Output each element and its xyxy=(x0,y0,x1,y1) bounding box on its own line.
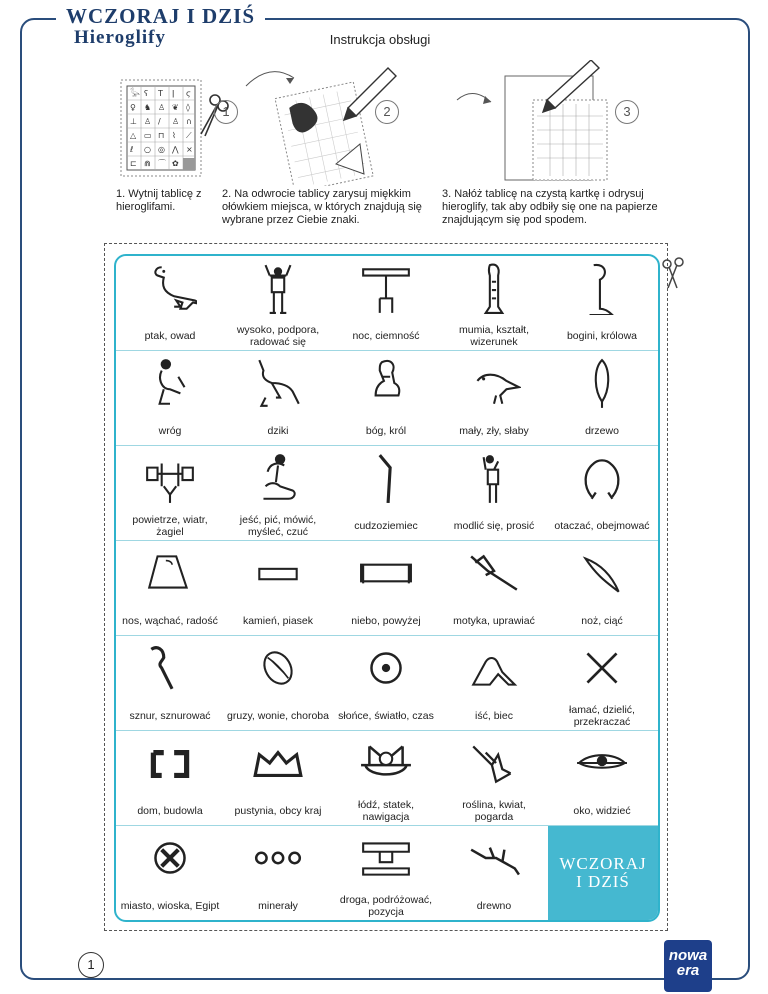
step3-number: 3 xyxy=(615,100,639,124)
hieroglyph-meaning: łódź, statek, nawigacja xyxy=(357,799,415,823)
hieroglyph-cell xyxy=(224,256,332,351)
hieroglyph-meaning: powietrze, wiatr, żagiel xyxy=(132,514,208,538)
hieroglyph-icon xyxy=(548,256,656,320)
step2-illustration xyxy=(240,56,440,186)
step2-number: 2 xyxy=(375,100,399,124)
hieroglyph-meaning: niebo, powyżej xyxy=(351,615,421,627)
hieroglyph-icon xyxy=(116,826,224,890)
hieroglyph-cell xyxy=(332,636,440,731)
svg-text:✿: ✿ xyxy=(172,159,179,168)
hieroglyph-meaning: dziki xyxy=(267,425,289,437)
hieroglyph-cell xyxy=(224,541,332,636)
hieroglyph-meaning: wysoko, podpora, radować się xyxy=(236,324,320,348)
hieroglyph-meaning: mumia, kształt, wizerunek xyxy=(458,324,529,348)
hieroglyph-cell xyxy=(116,731,224,826)
hieroglyph-icon xyxy=(548,636,656,700)
hieroglyph-icon xyxy=(440,826,548,890)
svg-text:◊: ◊ xyxy=(186,103,190,112)
step3-illustration xyxy=(455,60,635,185)
hieroglyph-icon xyxy=(224,731,332,795)
step1-text: 1. Wytnij tablicę z hieroglifami. xyxy=(116,188,202,213)
svg-text:⋒: ⋒ xyxy=(144,159,151,168)
hieroglyph-cell xyxy=(548,636,656,731)
svg-text:ℓ: ℓ xyxy=(130,145,134,154)
hieroglyph-meaning: sznur, sznurować xyxy=(129,710,211,722)
hieroglyph-meaning: słońce, światło, czas xyxy=(338,710,434,722)
hieroglyph-meaning: dom, budowla xyxy=(137,805,203,817)
svg-text:⌒: ⌒ xyxy=(158,159,166,168)
hieroglyph-icon xyxy=(116,731,224,795)
hieroglyph-icon xyxy=(332,636,440,700)
hieroglyph-cell xyxy=(440,446,548,541)
hieroglyph-meaning: noc, ciemność xyxy=(352,330,420,342)
svg-text:⟋: ⟋ xyxy=(186,131,192,140)
hieroglyph-meaning: jeść, pić, mówić, myśleć, czuć xyxy=(239,514,317,538)
hieroglyph-cell xyxy=(116,541,224,636)
scissors-icon xyxy=(660,256,688,290)
hieroglyph-meaning: bóg, król xyxy=(365,425,407,437)
step3-text: 3. Nałóż tablicę na czystą kartkę i odrysuj hieroglify, tak aby odbiły się one na papierze znajdującym się pod spodem. xyxy=(442,188,658,226)
svg-text:⌇: ⌇ xyxy=(172,131,176,140)
hieroglyph-cell xyxy=(440,731,548,826)
hieroglyph-icon xyxy=(116,636,224,700)
subtitle: Instrukcja obsługi xyxy=(329,32,431,47)
svg-text:❦: ❦ xyxy=(172,103,179,112)
svg-text:▭: ▭ xyxy=(144,131,152,140)
hieroglyph-cell xyxy=(116,351,224,446)
svg-text:△: △ xyxy=(130,131,137,140)
hieroglyph-icon xyxy=(332,826,440,890)
hieroglyph-icon xyxy=(332,351,440,415)
step2-text: 2. Na odwrocie tablicy zarysuj miękkim ołówkiem miejsca, w których znajdują się wybrane przez Ciebie znaki. xyxy=(222,188,422,226)
step1-illustration xyxy=(115,72,255,182)
svg-text:♙: ♙ xyxy=(158,103,166,112)
hieroglyph-cell xyxy=(332,731,440,826)
hieroglyph-cell xyxy=(440,636,548,731)
hieroglyph-cell xyxy=(332,826,440,921)
hieroglyph-icon xyxy=(224,256,332,320)
page-number: 1 xyxy=(78,952,104,978)
hieroglyph-cell xyxy=(548,731,656,826)
hieroglyph-icon xyxy=(224,446,332,510)
svg-text:ϛ: ϛ xyxy=(186,89,191,98)
hieroglyph-icon xyxy=(332,541,440,605)
hieroglyph-icon xyxy=(440,351,548,415)
step1-number: 1 xyxy=(214,100,238,124)
publisher-logo: nowa era xyxy=(664,940,712,992)
hieroglyph-cell xyxy=(440,826,548,921)
series-name: WCZORAJ I DZIŚ xyxy=(66,4,256,28)
hieroglyph-meaning: cudzoziemiec xyxy=(354,520,418,532)
svg-text:T: T xyxy=(158,89,163,98)
hieroglyph-meaning: bogini, królowa xyxy=(566,330,638,342)
hieroglyph-meaning: łamać, dzielić, przekraczać xyxy=(569,704,635,728)
hieroglyph-icon xyxy=(548,731,656,795)
hieroglyph-meaning: kamień, piasek xyxy=(242,615,314,627)
hieroglyph-icon xyxy=(440,541,548,605)
hieroglyph-icon xyxy=(116,351,224,415)
svg-text:⊏: ⊏ xyxy=(130,159,137,168)
hieroglyph-cell xyxy=(440,351,548,446)
svg-text:ʕ: ʕ xyxy=(144,89,149,98)
hieroglyph-icon xyxy=(440,636,548,700)
hieroglyph-cell xyxy=(116,256,224,351)
svg-text:/: / xyxy=(158,117,161,126)
page-title: Hieroglify xyxy=(74,27,166,48)
hieroglyph-cell xyxy=(116,636,224,731)
hieroglyph-cell xyxy=(548,541,656,636)
hieroglyph-icon xyxy=(224,541,332,605)
svg-text:⊥: ⊥ xyxy=(130,117,137,126)
hieroglyph-icon xyxy=(116,446,224,510)
hieroglyph-meaning: motyka, uprawiać xyxy=(453,615,535,627)
hieroglyph-icon xyxy=(548,351,656,415)
hieroglyph-cell xyxy=(332,256,440,351)
hieroglyph-table xyxy=(114,254,660,922)
hieroglyph-icon xyxy=(332,256,440,320)
svg-text:○: ○ xyxy=(144,145,151,154)
hieroglyph-meaning: ptak, owad xyxy=(144,330,196,342)
hieroglyph-meaning: wróg xyxy=(158,425,182,437)
svg-text:×: × xyxy=(186,145,193,154)
hieroglyph-icon xyxy=(116,541,224,605)
hieroglyph-meaning: drzewo xyxy=(585,425,619,437)
hieroglyph-cell xyxy=(440,256,548,351)
hieroglyph-cell xyxy=(548,446,656,541)
svg-text:♀: ♀ xyxy=(130,103,136,112)
hieroglyph-meaning: nos, wąchać, radość xyxy=(122,615,218,627)
hieroglyph-meaning: miasto, wioska, Egipt xyxy=(120,900,220,912)
hieroglyph-meaning: droga, podróżować, pozycja xyxy=(339,894,433,918)
hieroglyph-meaning: modlić się, prosić xyxy=(453,520,535,532)
hieroglyph-cell xyxy=(116,826,224,921)
hieroglyph-icon xyxy=(332,731,440,795)
hieroglyph-meaning: otaczać, obejmować xyxy=(554,520,650,532)
hieroglyph-meaning: gruzy, wonie, choroba xyxy=(227,710,329,722)
hieroglyph-meaning: pustynia, obcy kraj xyxy=(234,805,322,817)
hieroglyph-cell xyxy=(332,351,440,446)
hieroglyph-icon xyxy=(224,826,332,890)
hieroglyph-cell xyxy=(224,826,332,921)
hieroglyph-cell xyxy=(224,731,332,826)
hieroglyph-icon xyxy=(440,446,548,510)
hieroglyph-meaning: drewno xyxy=(476,900,512,912)
hieroglyph-icon xyxy=(440,256,548,320)
hieroglyph-cell xyxy=(224,446,332,541)
hieroglyph-meaning: mały, zły, słaby xyxy=(459,425,529,437)
hieroglyph-icon xyxy=(548,541,656,605)
hieroglyph-meaning: iść, biec xyxy=(475,710,513,722)
hieroglyph-cell xyxy=(548,351,656,446)
svg-text:∩: ∩ xyxy=(186,117,192,126)
svg-text:♙: ♙ xyxy=(144,117,152,126)
hieroglyph-cell xyxy=(116,446,224,541)
hieroglyph-cell xyxy=(440,541,548,636)
hieroglyph-icon xyxy=(440,731,548,795)
hieroglyph-cell xyxy=(548,256,656,351)
hieroglyph-icon xyxy=(332,446,440,510)
hieroglyph-icon xyxy=(224,636,332,700)
hieroglyph-meaning: oko, widzieć xyxy=(573,805,631,817)
hieroglyph-icon xyxy=(116,256,224,320)
hieroglyph-meaning: roślina, kwiat, pogarda xyxy=(462,799,526,823)
svg-text:◎: ◎ xyxy=(158,145,165,154)
hieroglyph-icon xyxy=(548,446,656,510)
hieroglyph-icon xyxy=(224,351,332,415)
svg-text:♙: ♙ xyxy=(172,117,180,126)
svg-text:♞: ♞ xyxy=(144,103,152,112)
svg-text:ǀ: ǀ xyxy=(172,89,175,98)
hieroglyph-cell xyxy=(224,636,332,731)
hieroglyph-cell xyxy=(332,446,440,541)
svg-text:𓅭: 𓅭 xyxy=(130,89,140,98)
hieroglyph-meaning: noż, ciąć xyxy=(581,615,623,627)
hieroglyph-cell xyxy=(224,351,332,446)
series-logo-cell: WCZORAJ I DZIŚ xyxy=(548,826,658,920)
svg-text:⊓: ⊓ xyxy=(158,131,165,140)
hieroglyph-meaning: minerały xyxy=(258,900,298,912)
svg-text:⋀: ⋀ xyxy=(172,145,179,154)
hieroglyph-cell xyxy=(332,541,440,636)
